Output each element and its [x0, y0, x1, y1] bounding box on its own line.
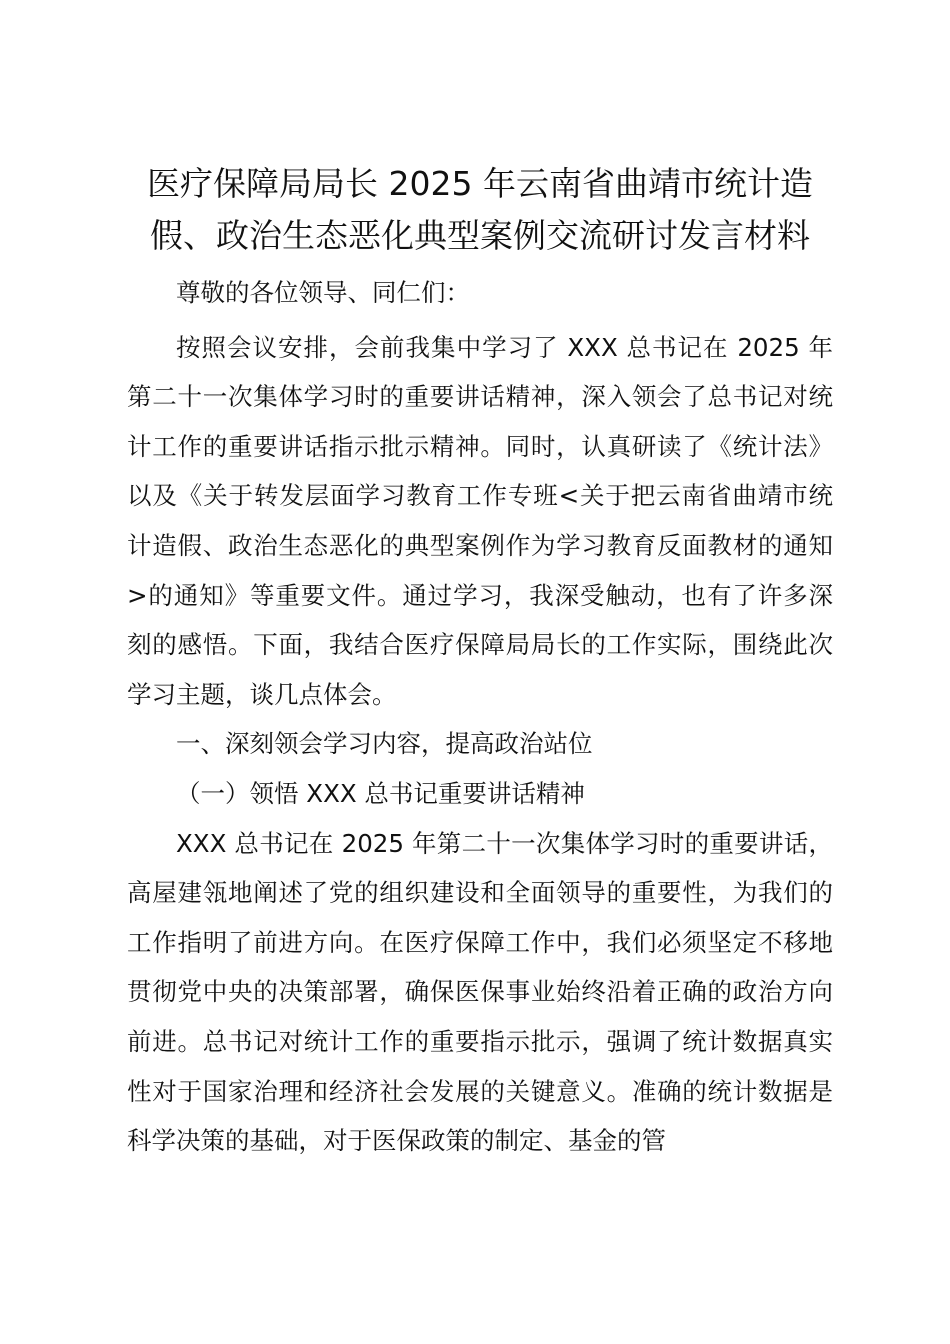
document-title	[127, 158, 833, 262]
title-line-1: 医疗保障局局长 2025 年云南省曲靖市统计造	[147, 164, 813, 203]
paragraph-intro: 按照会议安排，会前我集中学习了 XXX 总书记在 2025 年第二十一次集体学习时的重要讲话精神，深入领会了总书记对统计工作的重要讲话指示批示精神。同时，认真研读了《统计法》以及《关于转发层面学习教育工作专班<关于把云南省曲靖市统计造假、政治生态恶化的典型案例作为学习教育反面教材的通知>的通知》等重要文件。通过学习，我深受触动，也有了许多深刻的感悟。下面，我结合医疗保障局局长的工作实际，围绕此次学习主题，谈几点体会。	[127, 332, 833, 709]
subsection-heading-1-1: （一）领悟 XXX 总书记重要讲话精神	[176, 778, 585, 808]
document-body	[127, 158, 833, 1166]
section-heading-1: 一、深刻领会学习内容，提高政治站位	[176, 729, 593, 759]
paragraph-speech-spirit: XXX 总书记在 2025 年第二十一次集体学习时的重要讲话，高屋建瓴地阐述了党的组织建设和全面领导的重要性，为我们的工作指明了前进方向。在医疗保障工作中，我们必须坚定不移地贯彻党中央的决策部署，确保医保事业始终沿着正确的政治方向前进。总书记对统计工作的重要指示批示，强调了统计数据真实性对于国家治理和经济社会发展的关键意义。准确的统计数据是科学决策的基础，对于医保政策的制定、基金的管	[127, 828, 833, 1156]
salutation: 尊敬的各位领导、同仁们：	[176, 278, 470, 307]
title-line-2: 假、政治生态恶化典型案例交流研讨发言材料	[150, 216, 810, 255]
